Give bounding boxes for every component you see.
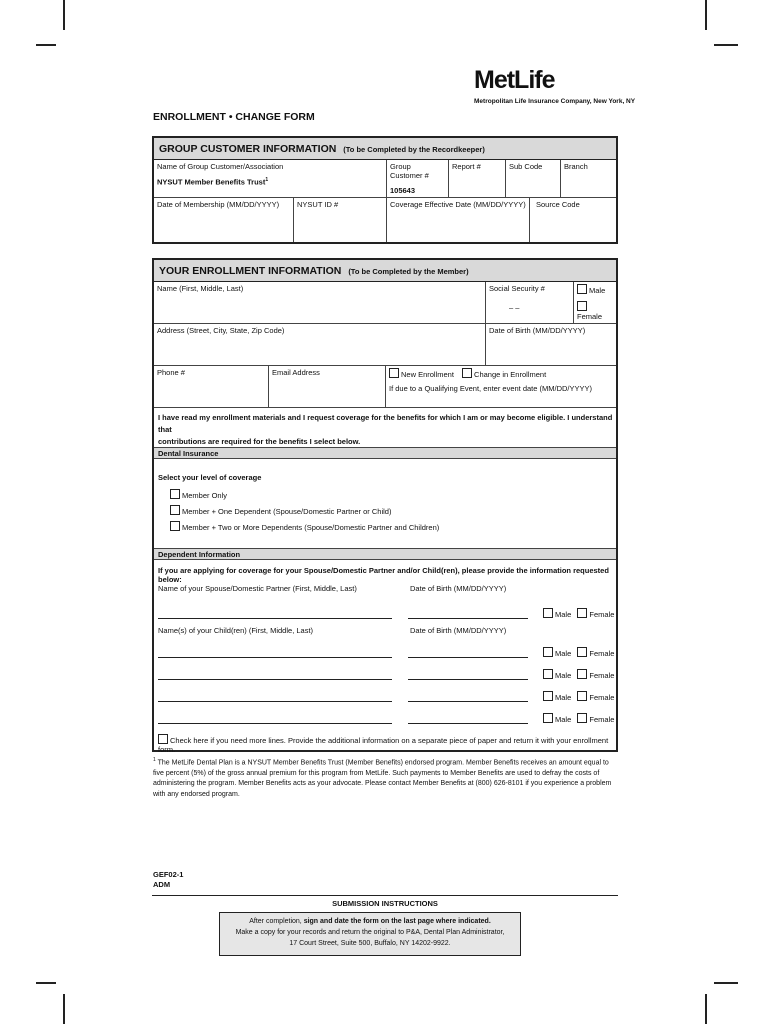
child3-female-option[interactable] [577,693,614,702]
more-lines-checkbox[interactable] [158,734,168,744]
spouse-female-option[interactable] [577,610,614,619]
dependent-prompt: If you are applying for coverage for your Spouse/Domestic Partner and/or Child(ren), please provide the information requested below: [158,566,609,584]
spouse-male-label: Male [555,610,572,619]
coverage-member-two[interactable] [170,521,439,532]
form-code-line2: ADM [153,880,171,889]
member-one-label: Member + One Dependent (Spouse/Domestic Partner or Child) [182,507,392,516]
child1-name-line[interactable] [158,657,392,658]
phone-cell[interactable] [154,366,269,408]
address-label: Address (Street, City, State, Zip Code) [157,326,285,335]
more-lines-option[interactable] [158,734,616,754]
submission-line2: Make a copy for your records and return the original to P&A, Dental Plan Administrator, [235,929,505,936]
member-only-label: Member Only [182,491,228,500]
form-code-line1: GEF02-1 [153,870,184,879]
child3-dob-line[interactable] [408,701,528,702]
sub-code-label: Sub Code [509,162,543,171]
crop-mark [714,44,738,46]
dependent-information-header: Dependent Information [154,548,616,560]
child4-male-checkbox[interactable] [543,713,553,723]
submission-instructions [219,912,521,956]
group-name-cell[interactable] [154,160,387,198]
address-cell[interactable] [154,324,486,366]
enrollment-statement [158,412,614,448]
child4-name-line[interactable] [158,723,392,724]
spouse-male-option[interactable] [543,610,571,619]
change-enrollment-option[interactable] [462,370,546,379]
child3-male-checkbox[interactable] [543,691,553,701]
metlife-logo: MetLife [474,66,555,94]
report-number-label: Report # [452,162,481,171]
group-section-subtitle: (To be Completed by the Recordkeeper) [343,145,485,154]
group-section-title: GROUP CUSTOMER INFORMATION [159,143,337,155]
group-name-footnote: 1 [265,177,269,183]
spouse-female-label: Female [589,610,615,619]
report-number-cell[interactable] [449,160,506,198]
change-enrollment-label: Change in Enrollment [474,370,547,379]
change-enrollment-checkbox[interactable] [462,368,472,378]
child3-female-label: Female [589,693,615,702]
footnote [153,755,613,800]
child2-male-option[interactable] [543,671,571,680]
sub-code-cell[interactable] [506,160,561,198]
dob-label: Date of Birth (MM/DD/YYYY) [489,326,586,335]
nysut-id-label: NYSUT ID # [297,200,339,209]
coverage-member-only[interactable] [170,489,227,500]
child-dob-label: Date of Birth (MM/DD/YYYY) [410,626,507,635]
membership-date-cell[interactable] [154,198,294,242]
qualifying-event-label: If due to a Qualifying Event, enter event date (MM/DD/YYYY) [389,384,593,393]
child3-male-option[interactable] [543,693,571,702]
child4-male-label: Male [555,715,572,724]
form-code [153,870,183,890]
group-name-label: Name of Group Customer/Association [157,162,284,171]
spouse-female-checkbox[interactable] [577,608,587,618]
child3-name-line[interactable] [158,701,392,702]
child4-dob-line[interactable] [408,723,528,724]
source-code-label: Source Code [536,200,580,209]
crop-mark [36,982,56,984]
female-label: Female [577,312,603,321]
nysut-id-cell[interactable] [294,198,387,242]
enrollment-section [152,258,618,752]
spouse-male-checkbox[interactable] [543,608,553,618]
crop-mark [63,994,65,1024]
child1-male-checkbox[interactable] [543,647,553,657]
logo-subtitle: Metropolitan Life Insurance Company, New York, NY [474,98,636,105]
submission-line1-a: After completion, [249,918,304,925]
coverage-date-cell[interactable] [387,198,530,242]
submission-line1 [220,916,520,927]
statement-line1: I have read my enrollment materials and I request coverage for the benefits for which I am or may become eligible. I understand that [158,413,613,434]
dental-insurance-header: Dental Insurance [154,447,616,459]
spouse-name-label: Name of your Spouse/Domestic Partner (First, Middle, Last) [158,584,357,593]
coverage-date-label: Coverage Effective Date (MM/DD/YYYY) [390,200,526,209]
child2-female-checkbox[interactable] [577,669,587,679]
dob-cell[interactable] [486,324,616,366]
new-enrollment-option[interactable] [389,370,454,379]
crop-mark [705,994,707,1024]
branch-cell[interactable] [561,160,616,198]
child1-male-option[interactable] [543,649,571,658]
crop-mark [705,0,707,30]
footnote-text: The MetLife Dental Plan is a NYSUT Member Benefits Trust (Member Benefits) endorsed program. Member Benefits receives an amount equal to five percent (5%) of the gross annual premium for this program from MetLife. Such payments to Member Benefits are used to defray the costs of administering the program. Member Benefits acts as your advocate. Please contact Member Benefits at (800) 626-8101 if you experience a problem with any endorsed program. [153,759,612,798]
child1-female-checkbox[interactable] [577,647,587,657]
child1-gender [543,647,614,658]
child2-male-label: Male [555,671,572,680]
new-enrollment-checkbox[interactable] [389,368,399,378]
male-checkbox[interactable] [577,284,587,294]
enroll-section-header [154,260,616,282]
email-cell[interactable] [269,366,386,408]
submission-title: SUBMISSION INSTRUCTIONS [152,895,618,908]
child1-dob-line[interactable] [408,657,528,658]
statement-line2: contributions are required for the benefits I select below. [158,437,361,446]
branch-label: Branch [564,162,588,171]
group-number-label: Group Customer # [390,162,429,180]
coverage-prompt: Select your level of coverage [158,473,262,482]
phone-label: Phone # [157,368,185,377]
enroll-section-title: YOUR ENROLLMENT INFORMATION [159,265,342,277]
child4-female-option[interactable] [577,715,614,724]
submission-line1-b: sign and date the form on the last page where indicated. [303,918,491,925]
crop-mark [714,982,738,984]
spouse-name-line[interactable] [158,618,392,619]
submission-line3: 17 Court Street, Suite 500, Buffalo, NY 14202-9922. [289,940,451,947]
source-code-cell[interactable] [530,198,616,242]
child4-female-checkbox[interactable] [577,713,587,723]
member-only-checkbox[interactable] [170,489,180,499]
child4-gender [543,713,614,724]
gender-cell [574,282,616,324]
child3-male-label: Male [555,693,572,702]
crop-mark [36,44,56,46]
member-name-cell[interactable] [154,282,486,324]
child4-male-option[interactable] [543,715,571,724]
child3-female-checkbox[interactable] [577,691,587,701]
child2-gender [543,669,614,680]
new-enrollment-label: New Enrollment [401,370,454,379]
coverage-member-one[interactable] [170,505,391,516]
spouse-dob-line[interactable] [408,618,528,619]
group-name-value: NYSUT Member Benefits Trust [157,177,266,187]
crop-mark [63,0,65,30]
membership-date-label: Date of Membership (MM/DD/YYYY) [157,200,280,209]
email-label: Email Address [272,368,320,377]
member-two-label: Member + Two or More Dependents (Spouse/Domestic Partner and Children) [182,523,440,532]
member-one-checkbox[interactable] [170,505,180,515]
gender-female-option[interactable] [577,301,613,321]
footnote-marker: 1 [153,757,156,763]
child2-name-line[interactable] [158,679,392,680]
group-section-header [154,138,616,160]
female-checkbox[interactable] [577,301,587,311]
child3-gender [543,691,614,702]
group-number-cell[interactable] [387,160,449,198]
male-label: Male [589,286,606,295]
child2-male-checkbox[interactable] [543,669,553,679]
member-name-label: Name (First, Middle, Last) [157,284,244,293]
child2-female-option[interactable] [577,671,614,680]
child4-female-label: Female [589,715,615,724]
form-title: ENROLLMENT • CHANGE FORM [153,111,315,123]
child1-female-option[interactable] [577,649,614,658]
group-name-value-wrap [157,177,383,187]
more-lines-label: Check here if you need more lines. Provide the additional information on a separate piece of paper and return it with your enrollment form. [158,736,609,754]
child-name-label: Name(s) of your Child(ren) (First, Middle, Last) [158,626,314,635]
child1-male-label: Male [555,649,572,658]
group-customer-section [152,136,618,244]
group-number-value: 105643 [390,186,416,195]
spouse-dob-label: Date of Birth (MM/DD/YYYY) [410,584,507,593]
member-two-checkbox[interactable] [170,521,180,531]
gender-male-option[interactable] [577,284,613,295]
ssn-label: Social Security # [489,284,545,293]
child2-female-label: Female [589,671,615,680]
enrollment-type-cell [386,366,616,408]
ssn-dashes: – – [509,303,520,312]
spouse-gender [543,608,614,619]
child1-female-label: Female [589,649,615,658]
enroll-section-subtitle: (To be Completed by the Member) [348,267,469,276]
child2-dob-line[interactable] [408,679,528,680]
ssn-cell[interactable] [486,282,574,324]
